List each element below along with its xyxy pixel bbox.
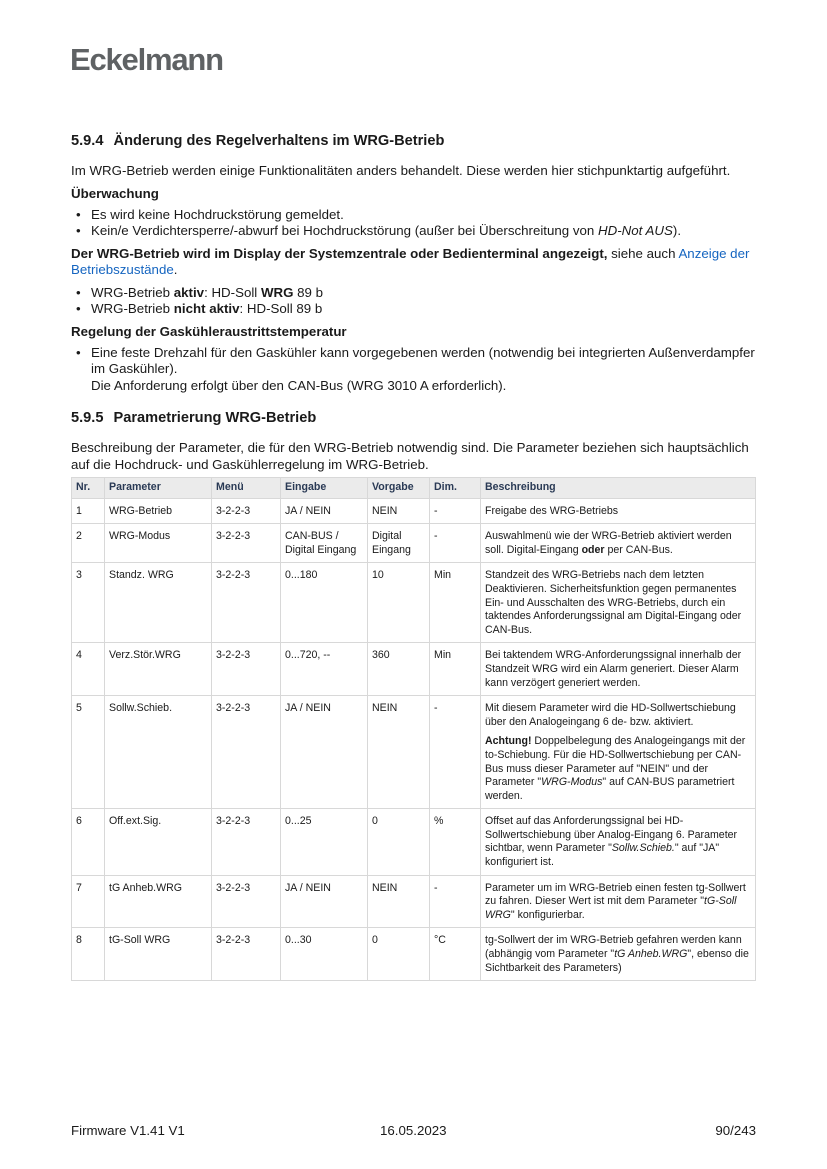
text: Standzeit des WRG-Betriebs nach dem letzten Deaktivieren. Sicherheitsfunktion gegen permanentes Ein- und Ausschalten des WRG-Betriebs, durch ein taktendes Anforderungssignal am Digital-Eingang oder CAN-Bus. [485, 569, 742, 636]
cell-description [481, 809, 756, 875]
section-heading-5-9-5 [71, 410, 761, 426]
cell-dim: - [430, 524, 481, 563]
italic-text: tG Anheb.WRG [614, 948, 688, 961]
italic-text: tG-Soll WRG [485, 895, 737, 921]
table-row [72, 809, 756, 875]
cell-input: 0...720, -- [281, 643, 368, 696]
cell-input: JA / NEIN [281, 696, 368, 809]
control-heading: Regelung der Gaskühleraustrittstemperatur [71, 323, 347, 339]
cell-default: NEIN [368, 875, 430, 928]
list-item [71, 207, 761, 224]
cell-description [481, 563, 756, 643]
cell-menu: 3-2-2-3 [212, 498, 281, 524]
text: Kein/e Verdichtersperre/-abwurf bei Hochdruckstörung (außer bei Überschreitung von [91, 223, 599, 238]
table-header-row [72, 478, 756, 499]
cell-nr: 1 [72, 498, 105, 524]
display-paragraph [71, 246, 761, 279]
cell-nr: 3 [72, 563, 105, 643]
table-row [72, 563, 756, 643]
cell-description [481, 498, 756, 524]
italic-text: HD-Not AUS [598, 223, 673, 238]
cell-input: 0...180 [281, 563, 368, 643]
cell-description [481, 875, 756, 928]
intro-paragraph: Im WRG-Betrieb werden einige Funktionalitäten anders behandelt. Diese werden hier stichpunktartig aufgeführt. [71, 163, 731, 178]
display-list [71, 285, 761, 318]
cell-param: Sollw.Schieb. [105, 696, 212, 809]
table-row [72, 524, 756, 563]
link-betriebszustaende[interactable]: Anzeige der Betriebszustände [71, 245, 750, 277]
bold-text: Der WRG-Betrieb wird im Display der Systemzentrale oder Bedienterminal angezeigt, [71, 245, 608, 261]
text: Eine feste Drehzahl für den Gaskühler kann vorgegebenen werden (notwendig bei integrierten Außenverdampfer im Gaskühler). [91, 344, 755, 376]
control-list [71, 345, 761, 395]
text: : HD-Soll [204, 284, 261, 300]
cell-menu: 3-2-2-3 [212, 696, 281, 809]
cell-description [481, 928, 756, 981]
column-header: Menü [212, 478, 281, 499]
list-item [71, 301, 761, 318]
section-heading-5-9-4 [71, 133, 761, 149]
cell-input: CAN-BUS / Digital Eingang [281, 524, 368, 563]
text: Freigabe des WRG-Betriebs [485, 504, 619, 517]
parameter-intro: Beschreibung der Parameter, die für den WRG-Betrieb notwendig sind. Die Parameter beziehen sich hauptsächlich auf die Hochdruck- und Gaskühlerregelung im WRG-Betrieb. [71, 440, 749, 472]
cell-default: 10 [368, 563, 430, 643]
cell-param: Standz. WRG [105, 563, 212, 643]
cell-input: JA / NEIN [281, 875, 368, 928]
table-row [72, 928, 756, 981]
text: Es wird keine Hochdruckstörung gemeldet. [91, 206, 344, 222]
cell-dim: % [430, 809, 481, 875]
description-paragraph [485, 815, 751, 869]
cell-input: JA / NEIN [281, 498, 368, 524]
cell-nr: 5 [72, 696, 105, 809]
cell-menu: 3-2-2-3 [212, 524, 281, 563]
bold-text: nicht aktiv [173, 301, 240, 316]
parameter-table [71, 477, 756, 981]
text: " auf CAN-BUS parametriert werden. [485, 776, 735, 802]
column-header: Nr. [72, 478, 105, 499]
text: " konfigurierbar. [510, 908, 585, 921]
cell-dim: - [430, 875, 481, 928]
cell-description [481, 643, 756, 696]
cell-default: NEIN [368, 498, 430, 524]
eckelmann-logo: Eckelmann [70, 42, 223, 77]
cell-default: 360 [368, 643, 430, 696]
table-row [72, 696, 756, 809]
column-header: Eingabe [281, 478, 368, 499]
section-number: 5.9.5 [71, 410, 104, 426]
cell-dim: °C [430, 928, 481, 981]
cell-description [481, 524, 756, 563]
text: ", ebenso die Sichtbarkeit des Parameters) [485, 948, 749, 974]
cell-default: 0 [368, 809, 430, 875]
italic-text: WRG-Modus [541, 776, 603, 789]
column-header: Dim. [430, 478, 481, 499]
cell-param: WRG-Betrieb [105, 498, 212, 524]
table-row [72, 875, 756, 928]
text: WRG-Betrieb [91, 301, 174, 316]
cell-nr: 2 [72, 524, 105, 563]
monitoring-heading: Überwachung [71, 185, 159, 201]
text: ). [672, 223, 682, 238]
monitoring-list [71, 207, 761, 240]
text: siehe auch [607, 245, 679, 261]
cell-param: Verz.Stör.WRG [105, 643, 212, 696]
cell-default: 0 [368, 928, 430, 981]
cell-dim: Min [430, 563, 481, 643]
text: Bei taktendem WRG-Anforderungssignal innerhalb der Standzeit WRG wird ein Alarm generiert. Dieser Alarm kann verzögert generiert werden. [485, 649, 742, 689]
list-item [71, 223, 761, 240]
cell-dim: - [430, 696, 481, 809]
bold-text: oder [581, 543, 605, 556]
bold-text: Achtung! [485, 735, 532, 748]
text: per CAN-Bus. [604, 543, 673, 556]
cell-nr: 7 [72, 875, 105, 928]
description-paragraph [485, 530, 751, 557]
cell-input: 0...30 [281, 928, 368, 981]
text: Auswahlmenü wie der WRG-Betrieb aktiviert werden soll. Digital-Eingang [485, 530, 732, 556]
cell-nr: 4 [72, 643, 105, 696]
cell-dim: Min [430, 643, 481, 696]
description-paragraph [485, 505, 751, 519]
section-title: Parametrierung WRG-Betrieb [113, 410, 317, 426]
text: " auf "JA" konfiguriert ist. [485, 842, 720, 869]
bold-text: aktiv [173, 284, 205, 300]
description-paragraph [485, 882, 751, 923]
description-paragraph [485, 934, 751, 975]
cell-param: tG Anheb.WRG [105, 875, 212, 928]
text: Die Anforderung erfolgt über den CAN-Bus (WRG 3010 A erforderlich). [91, 377, 507, 393]
text: Offset auf das Anforderungssignal bei HD-Sollwertschiebung über Analog-Eingang 6. Parameter sichtbar, wenn Parameter " [485, 815, 738, 855]
cell-dim: - [430, 498, 481, 524]
text: WRG-Betrieb [91, 284, 174, 300]
column-header: Parameter [105, 478, 212, 499]
cell-menu: 3-2-2-3 [212, 809, 281, 875]
section-number: 5.9.4 [71, 133, 104, 149]
text: Doppelbelegung des Analogeingangs mit der to-Schiebung. Für die HD-Sollwertschiebung per CAN-Bus muss dieser Parameter auf "NEIN" und der Parameter " [485, 735, 746, 789]
cell-description [481, 696, 756, 809]
table-row [72, 498, 756, 524]
description-paragraph [485, 569, 751, 637]
description-paragraph [485, 702, 751, 729]
footer-page-number: 90/243 [715, 1123, 756, 1138]
cell-nr: 8 [72, 928, 105, 981]
cell-menu: 3-2-2-3 [212, 928, 281, 981]
description-paragraph [485, 735, 751, 803]
cell-default: NEIN [368, 696, 430, 809]
list-item [71, 345, 761, 395]
cell-nr: 6 [72, 809, 105, 875]
cell-menu: 3-2-2-3 [212, 875, 281, 928]
list-item [71, 285, 761, 302]
cell-param: tG-Soll WRG [105, 928, 212, 981]
text: Mit diesem Parameter wird die HD-Sollwertschiebung über den Analogeingang 6 de- bzw. aktiviert. [485, 702, 736, 728]
cell-input: 0...25 [281, 809, 368, 875]
cell-param: WRG-Modus [105, 524, 212, 563]
column-header: Beschreibung [481, 478, 756, 499]
bold-text: WRG [260, 284, 294, 300]
description-paragraph [485, 649, 751, 690]
cell-menu: 3-2-2-3 [212, 643, 281, 696]
cell-param: Off.ext.Sig. [105, 809, 212, 875]
footer-date: 16.05.2023 [380, 1123, 447, 1138]
column-header: Vorgabe [368, 478, 430, 499]
text: Parameter um im WRG-Betrieb einen festen tg-Sollwert zu fahren. Dieser Wert ist mit dem Parameter " [485, 881, 746, 908]
table-row [72, 643, 756, 696]
section-title: Änderung des Regelverhaltens im WRG-Betrieb [113, 133, 445, 149]
text: tg-Sollwert der im WRG-Betrieb gefahren werden kann (abhängig vom Parameter " [485, 934, 742, 961]
cell-default: Digital Eingang [368, 524, 430, 563]
cell-menu: 3-2-2-3 [212, 563, 281, 643]
footer-firmware: Firmware V1.41 V1 [71, 1123, 185, 1138]
page-content [71, 133, 761, 981]
text: 89 b [293, 284, 324, 300]
italic-text: Sollw.Schieb. [611, 842, 675, 855]
text: : HD-Soll 89 b [239, 301, 323, 316]
text: . [173, 262, 178, 277]
